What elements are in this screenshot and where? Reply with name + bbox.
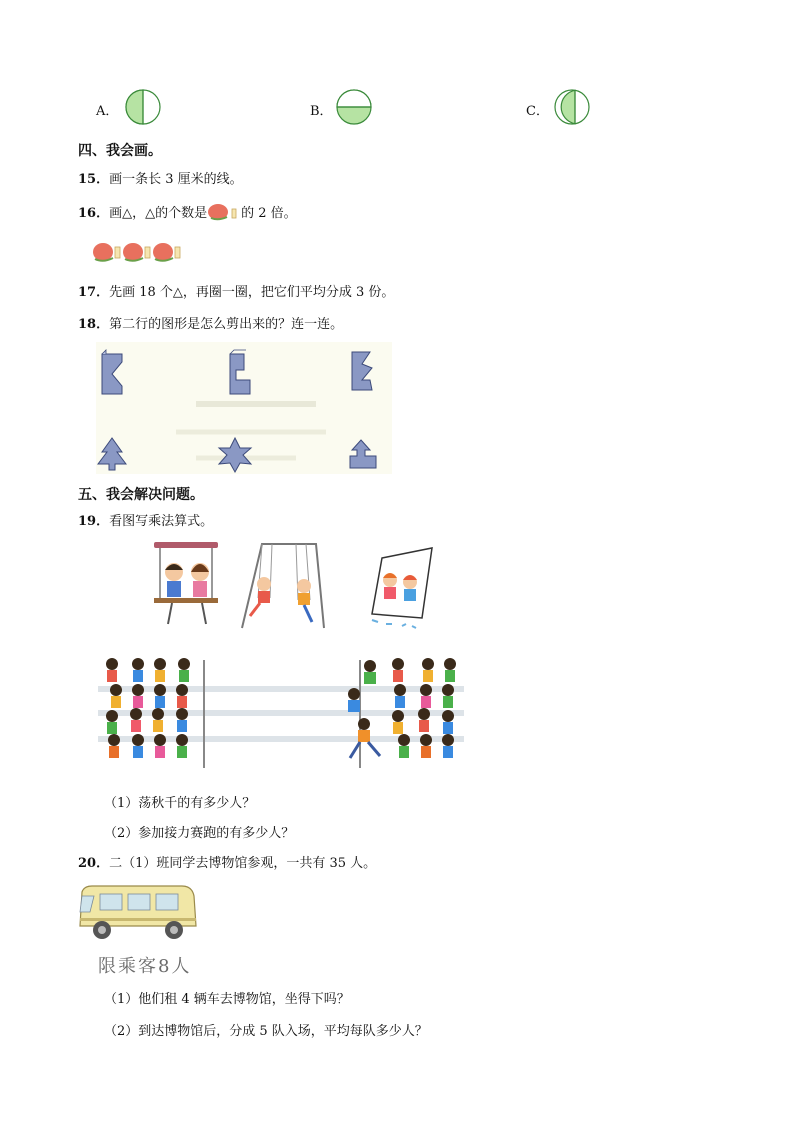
question-19 [78, 510, 213, 529]
option-a-label: A． [96, 104, 119, 119]
question-15 [78, 168, 243, 187]
relay-race-illustration [98, 650, 464, 774]
question-15-text: 画一条长 3 厘米的线。 [109, 172, 243, 187]
van-illustration [76, 882, 200, 944]
kid-group-right [392, 658, 456, 758]
peach-icon [123, 243, 150, 261]
question-16 [78, 202, 297, 221]
question-18 [78, 313, 343, 332]
bench-swing [154, 542, 218, 624]
question-18-number: 18． [78, 317, 110, 332]
question-17-number: 17． [78, 285, 110, 300]
section-5-title: 五、我会解决问题。 [78, 487, 204, 503]
peach-icon [207, 203, 241, 221]
option-b-circle[interactable] [334, 88, 374, 126]
question-16-text-a: 画△，△的个数是 [109, 206, 208, 221]
option-b-label: B． [310, 104, 333, 119]
question-19-sub-2: （2）参加接力赛跑的有多少人？ [104, 826, 295, 841]
question-20 [78, 852, 376, 871]
question-16-text-b: 的 2 倍。 [241, 206, 297, 221]
peach-row [92, 240, 188, 266]
van-capacity-caption: 限乘客8人 [98, 956, 192, 977]
option-a-circle[interactable] [122, 88, 164, 126]
question-16-number: 16． [78, 206, 110, 221]
peach-icon [153, 243, 180, 261]
question-20-sub-2: （2）到达博物馆后，分成 5 队入场，平均每队多少人？ [104, 1024, 428, 1039]
cutout-matching-panel [96, 342, 392, 474]
section-4-title: 四、我会画。 [78, 143, 162, 159]
swings-illustration [146, 538, 446, 632]
question-19-text: 看图写乘法算式。 [109, 514, 214, 529]
peach-icon [93, 243, 120, 261]
tilted-swing [372, 548, 432, 628]
question-17-text: 先画 18 个△，再圈一圈，把它们平均分成 3 份。 [109, 285, 395, 300]
question-19-sub-1: （1）荡秋千的有多少人？ [104, 796, 256, 811]
question-19-number: 19． [78, 514, 110, 529]
question-17 [78, 281, 394, 300]
question-20-text: 二（1）班同学去博物馆参观，一共有 35 人。 [109, 856, 377, 871]
option-c-circle[interactable] [552, 88, 592, 126]
question-15-number: 15． [78, 172, 110, 187]
option-c-label: C． [526, 104, 549, 119]
question-18-text: 第二行的图形是怎么剪出来的？连一连。 [109, 317, 344, 332]
question-20-sub-1: （1）他们租 4 辆车去博物馆，坐得下吗？ [104, 992, 350, 1007]
frame-swing [242, 544, 324, 628]
question-20-number: 20． [78, 856, 110, 871]
